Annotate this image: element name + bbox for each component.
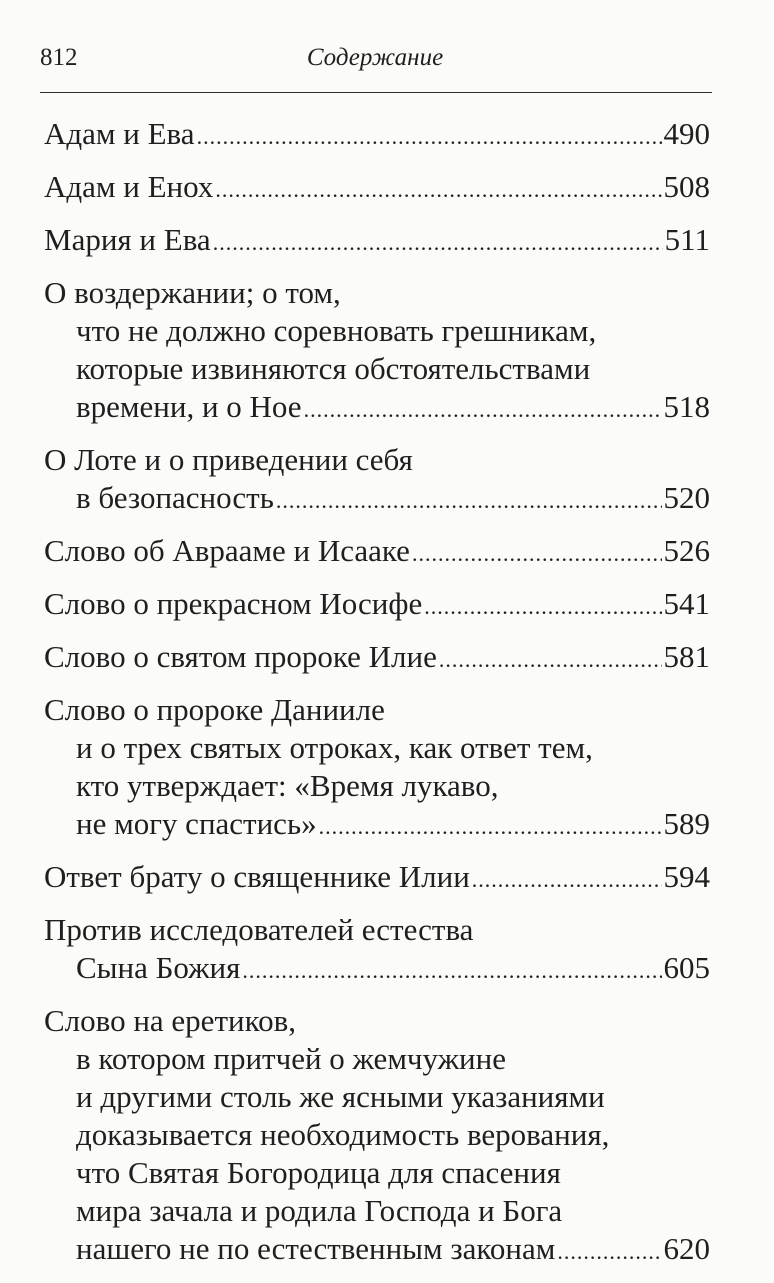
- toc-entry-title-line: и другими столь же ясными указаниями: [76, 1079, 605, 1114]
- toc-entry-title-line: Слово на еретиков,: [44, 1003, 296, 1038]
- running-title: Содержание: [306, 44, 444, 71]
- toc-entry-last-line: [44, 115, 710, 156]
- toc-entry-page-number: 508: [663, 169, 710, 204]
- toc-entry-last-line: [44, 1230, 710, 1271]
- header-rule: [40, 92, 712, 93]
- toc-entry-title-line: что не должно соревновать грешникам,: [76, 313, 597, 348]
- toc-entry-title-line: в безопасность: [76, 480, 274, 515]
- toc-entry-last-line: [44, 168, 710, 209]
- toc-entry-title-line: Адам и Енох: [44, 169, 214, 204]
- toc-entry-title-line: Слово о пророке Данииле: [44, 692, 385, 727]
- toc-entry-title-line: в котором притчей о жемчужине: [76, 1041, 506, 1076]
- toc-entry-last-line: [44, 805, 710, 846]
- toc-entry-last-line: [44, 532, 710, 573]
- toc-entry-title-line: Мария и Ева: [44, 222, 211, 257]
- dot-leader: [304, 391, 662, 429]
- toc-entry-title-line: Слово о прекрасном Иосифе: [44, 586, 423, 621]
- toc-entry-title-line: мира зачала и родила Господа и Бога: [76, 1193, 563, 1228]
- toc-entry-last-line: [44, 858, 710, 899]
- dot-leader: [213, 224, 663, 262]
- toc-entry-title-line: Слово о святом пророке Илие: [44, 639, 437, 674]
- dot-leader: [215, 171, 661, 209]
- toc-entry-title-line: Адам и Ева: [44, 116, 195, 151]
- toc-entry: [44, 585, 710, 626]
- toc-entry: [44, 441, 710, 520]
- toc-entry-last-line: [44, 585, 710, 626]
- dot-leader: [197, 118, 662, 156]
- toc-entry-page-number: 594: [663, 859, 710, 894]
- toc-entry: [44, 858, 710, 899]
- toc-entry-title-line: доказывается необходимость верования,: [76, 1117, 610, 1152]
- toc-entry-page-number: 620: [663, 1231, 710, 1266]
- dot-leader: [557, 1233, 661, 1271]
- toc-entry-last-line: [44, 479, 710, 520]
- toc-entry-page-number: 541: [663, 586, 710, 621]
- toc-entry: [44, 221, 710, 262]
- toc-entry-page-number: 490: [663, 116, 710, 151]
- toc-entry-last-line: [44, 949, 710, 990]
- dot-leader: [439, 641, 662, 679]
- dot-leader: [319, 808, 662, 846]
- page-header: [40, 40, 710, 80]
- toc-entry: [44, 274, 710, 429]
- toc-entry: [44, 638, 710, 679]
- toc-entry-title-line: Слово об Аврааме и Исааке: [44, 533, 410, 568]
- dot-leader: [412, 535, 662, 573]
- dot-leader: [276, 482, 662, 520]
- toc-entry-title-line: О Лоте и о приведении себя: [44, 442, 413, 477]
- dot-leader: [424, 588, 661, 626]
- toc-entry-last-line: [44, 221, 710, 262]
- toc-entry-title-line: и о трех святых отроках, как ответ тем,: [76, 730, 593, 765]
- toc-entry: [44, 168, 710, 209]
- toc-entry-title-line: времени, и о Ное: [76, 389, 302, 424]
- toc-entry-title-line: Против исследователей естества: [44, 912, 474, 947]
- toc-entry-page-number: 589: [663, 806, 710, 841]
- page-number: 812: [40, 44, 78, 71]
- toc-entry-title-line: которые извиняются обстоятельствами: [76, 351, 591, 386]
- dot-leader: [472, 861, 662, 899]
- toc-entry: [44, 115, 710, 156]
- toc-entry-page-number: 518: [663, 389, 710, 424]
- toc-entry-page-number: 605: [663, 950, 710, 985]
- toc-entry: [44, 532, 710, 573]
- toc-entry-page-number: 581: [663, 639, 710, 674]
- toc-entry: [44, 691, 710, 846]
- toc-entry-title-line: что Святая Богородица для спасения: [76, 1155, 561, 1190]
- toc-entry-last-line: [44, 638, 710, 679]
- toc-entry: [44, 911, 710, 990]
- toc-entry-last-line: [44, 388, 710, 429]
- toc-entry-title-line: Ответ брату о священнике Илии: [44, 859, 470, 894]
- dot-leader: [242, 952, 661, 990]
- toc-entry-title-line: Сына Божия: [76, 950, 241, 985]
- toc-entry-title-line: кто утверждает: «Время лукаво,: [76, 768, 499, 803]
- toc-entry-title-line: О воздержании; о том,: [44, 275, 341, 310]
- toc-entry-title-line: не могу спастись»: [76, 806, 317, 841]
- toc-entry-title-line: нашего не по естественным законам: [76, 1231, 556, 1266]
- toc-entry-page-number: 526: [663, 533, 710, 568]
- toc-entry-page-number: 511: [664, 222, 710, 257]
- toc-entry-page-number: 520: [663, 480, 710, 515]
- table-of-contents: [44, 115, 710, 1283]
- toc-entry: [44, 1002, 710, 1271]
